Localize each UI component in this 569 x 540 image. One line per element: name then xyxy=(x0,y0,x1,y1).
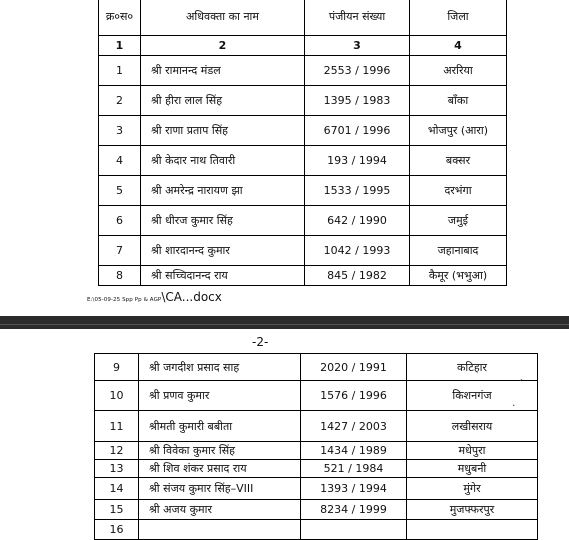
serial-cell: 13 xyxy=(95,460,139,478)
table-row xyxy=(95,381,538,411)
district-cell: भोजपुर (आरा) xyxy=(410,116,507,146)
registration-cell: 193 / 1994 xyxy=(305,146,410,176)
table-row xyxy=(95,411,538,442)
registration-cell: 8234 / 1999 xyxy=(301,500,407,520)
district-cell: किशनगंज xyxy=(407,381,538,411)
serial-cell: 15 xyxy=(95,500,139,520)
name-cell: श्री केदार नाथ तिवारी xyxy=(141,146,305,176)
serial-cell: 8 xyxy=(99,266,141,286)
name-cell: श्री रामानन्द मंडल xyxy=(141,56,305,86)
registration-cell: 1042 / 1993 xyxy=(305,236,410,266)
district-cell: कैमूर (भभुआ) xyxy=(410,266,507,286)
registration-cell xyxy=(301,520,407,540)
serial-cell: 1 xyxy=(99,56,141,86)
page-number: -2- xyxy=(252,335,269,349)
file-path-name: \CA...docx xyxy=(161,290,222,304)
registration-cell: 1434 / 1989 xyxy=(301,442,407,460)
name-cell: श्री संजय कुमार सिंह–VIII xyxy=(139,478,301,500)
file-path-prefix: E:\05-09-25 Spp Pp & AGP xyxy=(87,297,162,303)
registration-cell: 1395 / 1983 xyxy=(305,86,410,116)
name-cell: श्री सच्चिदानन्द राय xyxy=(141,266,305,286)
column-number: 4 xyxy=(410,36,507,56)
district-cell: बाँका xyxy=(410,86,507,116)
table-row xyxy=(95,520,538,540)
table-row xyxy=(95,460,538,478)
table-row xyxy=(95,500,538,520)
file-path-footer xyxy=(87,290,222,304)
scan-speck: · xyxy=(512,399,516,412)
registration-cell: 1427 / 2003 xyxy=(301,411,407,442)
name-cell: श्रीमती कुमारी बबीता xyxy=(139,411,301,442)
table-row xyxy=(99,206,507,236)
serial-cell: 6 xyxy=(99,206,141,236)
column-number: 2 xyxy=(141,36,305,56)
district-cell: मुजफ्फरपुर xyxy=(407,500,538,520)
registration-cell: 1393 / 1994 xyxy=(301,478,407,500)
serial-cell: 14 xyxy=(95,478,139,500)
district-cell: अररिया xyxy=(410,56,507,86)
table-header-row xyxy=(99,0,507,36)
serial-cell: 10 xyxy=(95,381,139,411)
header-advocate-name: अधिवक्ता का नाम xyxy=(141,0,305,36)
serial-cell: 11 xyxy=(95,411,139,442)
registration-cell: 1533 / 1995 xyxy=(305,176,410,206)
document-page-2 xyxy=(0,329,569,536)
header-serial: क्र०स० xyxy=(99,0,141,36)
table-row xyxy=(99,266,507,286)
district-cell: बक्सर xyxy=(410,146,507,176)
district-cell: दरभंगा xyxy=(410,176,507,206)
serial-cell: 4 xyxy=(99,146,141,176)
name-cell: श्री शारदानन्द कुमार xyxy=(141,236,305,266)
column-number: 3 xyxy=(305,36,410,56)
name-cell xyxy=(139,520,301,540)
column-number: 1 xyxy=(99,36,141,56)
district-cell: मधुबनी xyxy=(407,460,538,478)
serial-cell: 2 xyxy=(99,86,141,116)
registration-cell: 2553 / 1996 xyxy=(305,56,410,86)
table-row xyxy=(99,176,507,206)
scan-speck: ′ xyxy=(520,377,523,390)
table-row xyxy=(99,56,507,86)
registration-cell: 845 / 1982 xyxy=(305,266,410,286)
serial-cell: 3 xyxy=(99,116,141,146)
serial-cell: 5 xyxy=(99,176,141,206)
header-registration-number: पंजीयन संख्या xyxy=(305,0,410,36)
advocates-table-page-1 xyxy=(98,0,507,286)
name-cell: श्री अमरेन्द्र नारायण झा xyxy=(141,176,305,206)
name-cell: श्री जगदीश प्रसाद साह xyxy=(139,354,301,381)
name-cell: श्री राणा प्रताप सिंह xyxy=(141,116,305,146)
name-cell: श्री धीरज कुमार सिंह xyxy=(141,206,305,236)
table-row xyxy=(99,146,507,176)
name-cell: श्री प्रणव कुमार xyxy=(139,381,301,411)
name-cell: श्री विवेका कुमार सिंह xyxy=(139,442,301,460)
serial-cell: 9 xyxy=(95,354,139,381)
registration-cell: 6701 / 1996 xyxy=(305,116,410,146)
name-cell: श्री हीरा लाल सिंह xyxy=(141,86,305,116)
table-row xyxy=(99,116,507,146)
page-break xyxy=(0,316,569,329)
table-row xyxy=(95,442,538,460)
district-cell: लखीसराय xyxy=(407,411,538,442)
district-cell: जहानाबाद xyxy=(410,236,507,266)
table-row xyxy=(95,354,538,381)
registration-cell: 521 / 1984 xyxy=(301,460,407,478)
district-cell: मुंगेर xyxy=(407,478,538,500)
table-row xyxy=(95,478,538,500)
table-row xyxy=(99,236,507,266)
serial-cell: 7 xyxy=(99,236,141,266)
name-cell: श्री शिव शंकर प्रसाद राय xyxy=(139,460,301,478)
registration-cell: 642 / 1990 xyxy=(305,206,410,236)
registration-cell: 2020 / 1991 xyxy=(301,354,407,381)
header-district: जिला xyxy=(410,0,507,36)
district-cell: जमुई xyxy=(410,206,507,236)
table-row xyxy=(99,86,507,116)
advocates-table-page-2 xyxy=(94,353,538,540)
district-cell: मधेपुरा xyxy=(407,442,538,460)
column-number-row xyxy=(99,36,507,56)
district-cell xyxy=(407,520,538,540)
name-cell: श्री अजय कुमार xyxy=(139,500,301,520)
district-cell: कटिहार xyxy=(407,354,538,381)
registration-cell: 1576 / 1996 xyxy=(301,381,407,411)
serial-cell: 12 xyxy=(95,442,139,460)
serial-cell: 16 xyxy=(95,520,139,540)
